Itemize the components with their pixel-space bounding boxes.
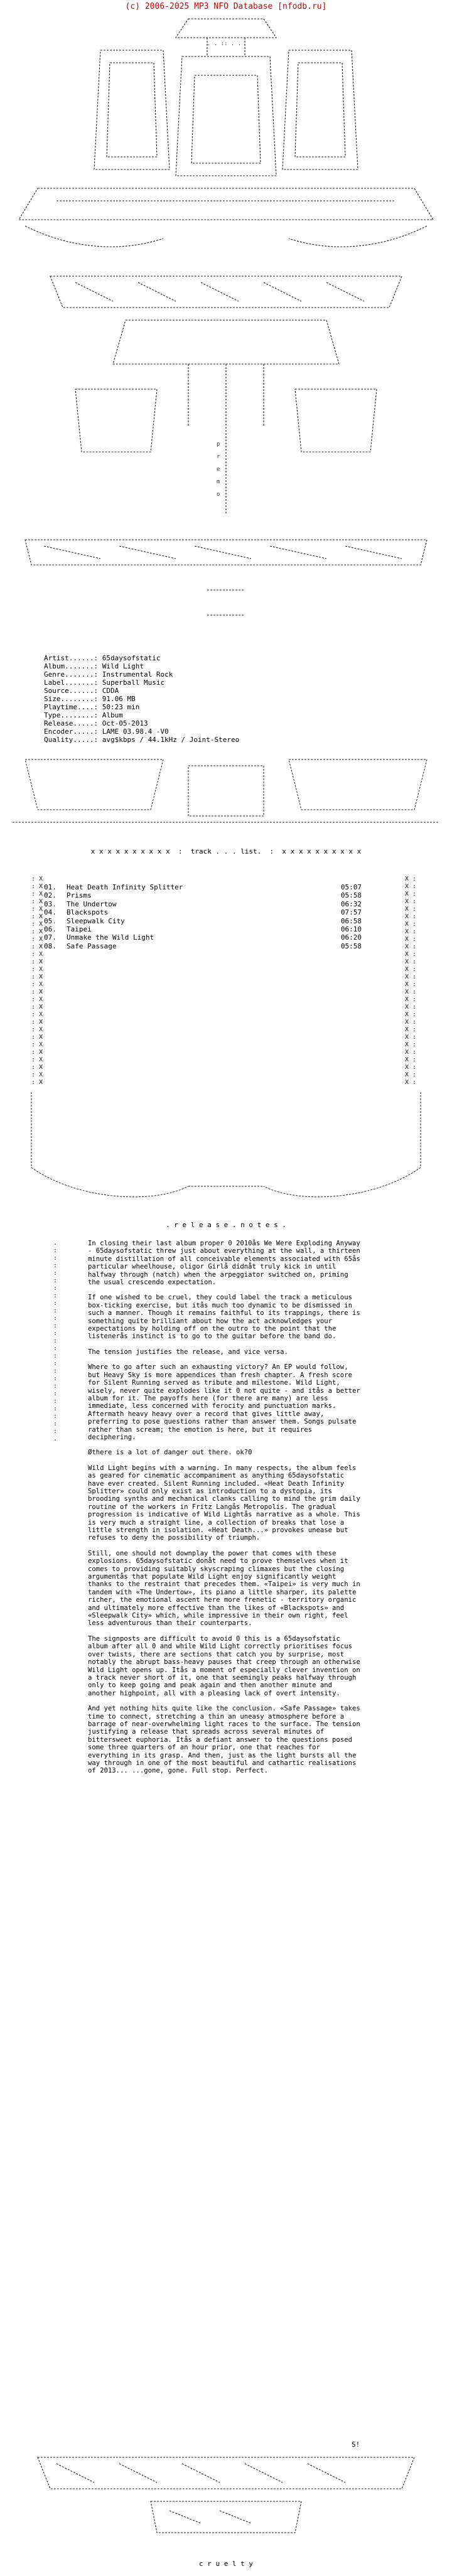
track-row: 02. Prisms 05:58 xyxy=(44,891,362,900)
info-row-album: Album.......: Wild Light xyxy=(44,662,144,670)
info-row-genre: Genre.......: Instrumental Rock xyxy=(44,670,173,679)
footer-mark: S! xyxy=(352,2440,360,2449)
notes-paragraph: Still, one should not downplay the power that comes with these explosions. 65daysofstatic donåt need to prove themselves when it comes to providing suitably skyscraping climaxes but the closing argumentås that populate Wild Light enjoy significantly weight thanks to the restraint that precedes them. «Taipei» is very much in tandem with «The Undertow», its piano a little sharper, its palette richer, the emotional ascent here more frenetic - territory organic and ultimately more effective than the likes of «Blackspots» and «Sleepwalk City» which, while impressive in their own right, feel less adventurous than their counterparts. xyxy=(88,1549,360,1628)
tracklist-header: x x x x x x x x x x : track . . . list. : x x x x x x x x x x xyxy=(90,847,362,856)
svg-text:m: m xyxy=(217,479,220,485)
notes-paragraph: The tension justifies the release, and vice versa. xyxy=(88,1348,288,1356)
ascii-art-logo xyxy=(0,13,452,647)
svg-text:p: p xyxy=(217,441,220,448)
notes-paragraph: Øthere is a lot of danger out there. ok?0 xyxy=(88,1449,252,1457)
track-row: 06. Taipei 06:10 xyxy=(44,925,362,933)
footer-tagline: c r u e l t y xyxy=(198,2560,254,2568)
info-row-label: Label.......: Superball Music xyxy=(44,679,165,687)
release-info xyxy=(44,654,239,744)
svg-text:e: e xyxy=(217,466,220,473)
track-list xyxy=(44,883,408,950)
info-row-playtime: Playtime....: 50:23 min xyxy=(44,703,140,711)
tracklist-border-right: X : X : X : X : X : X : X : X : X : X : X : X : X : X : X : X : X : X : X : X : X : X : X : X : X : X : X : X : xyxy=(405,876,417,1086)
info-row-source: Source......: CDDA xyxy=(44,687,119,695)
ascii-art-arch xyxy=(0,1092,452,1211)
notes-paragraph: If one wished to be cruel, they could label the track a meticulous box-ticking exercise, but itås much too dynamic to be dismissed in such a manner. Though it remains faithful to its trappings, there is something quite brilliant about how the act acknowledges your expectations by holding off on the outro to the point that the listenerås instinct is to go to the guitar before the band do. xyxy=(88,1294,360,1341)
svg-text:r: r xyxy=(217,454,220,460)
ascii-art-divider xyxy=(0,753,452,841)
copyright-header: (c) 2006-2025 MP3 NFO Database [nfodb.ru] xyxy=(125,2,327,11)
tracklist-border-left: : X : X : X : X : X : X : X : X : X : X : X : X : X : X : X : X : X : X : X : X : X : X : X : X : X : X : X : X xyxy=(31,876,43,1086)
ascii-art-footer-logo xyxy=(0,2451,452,2545)
release-notes-title: . r e l e a s e . n o t e s . xyxy=(165,1221,287,1229)
release-notes-body xyxy=(88,1240,364,1783)
info-row-type: Type........: Album xyxy=(44,711,123,719)
notes-border-left: . : : : : : : : : : : : : : : : : : : : : : : : : : . xyxy=(53,1240,58,1442)
notes-paragraph: And yet nothing hits quite like the conclusion. «Safe Passage» takes time to connect, stretching a thin an uneasy atmosphere before a barrage of near-overwhelming light races to the surface. The tension justifying a release that spreads across several minutes of bittersweet euphoria. Itås a defiant answer to the questions posed some three quarters of an hour prior, one that reaches for everything in its grasp. And then, just as the light bursts all the way through in one of the most beautiful and cathartic realisations of 2013... ...gone, gone. Full stop. Perfect. xyxy=(88,1705,360,1775)
track-row: 03. The Undertow 06:32 xyxy=(44,899,362,908)
track-row: 05. Sleepwalk City 06:58 xyxy=(44,916,362,925)
notes-paragraph: In closing their last album proper 0 2010ås We Were Exploding Anyway - 65daysofstatic threw just about everything at the wall, a thirteen minute distillation of all conceivable elements associated with 65ås particular wheelhouse, oligor Girlå didnåt truly kick in until halfway through (natch) when the arpeggiator switched on, priming the usual crescendo expectation. xyxy=(88,1240,360,1287)
track-row: 07. Unmake the Wild Light 06:20 xyxy=(44,933,362,942)
info-row-artist: Artist......: 65daysofstatic xyxy=(44,654,161,662)
info-row-encoder: Encoder.....: LAME 03.98.4 -V0 xyxy=(44,727,169,736)
info-row-size: Size........: 91.06 MB xyxy=(44,695,136,703)
notes-paragraph: Wild Light begins with a warning. In many respects, the album feels as geared for cinematic accompaniment as anything 65daysofstatic have ever created. Silent Running included. «Heat Death Infinity Splitter» could only exist as introduction to a dystopia, its brooding synths and mechanical clanks calling to mind the grim daily routine of the workers in Fritz Langås Metropolis. The gradual progression is indicative of Wild Lightås narrative as a whole. This is very much a straight line, a collection of breaks that lose a little strength in isolation. «Heat Death...» provokes unease but refuses to deny the possibility of triumph. xyxy=(88,1464,360,1542)
track-row: 01. Heat Death Infinity Splitter 05:07 xyxy=(44,883,362,891)
tracklist-title: track . . . list. xyxy=(190,847,262,856)
svg-text:o: o xyxy=(217,491,220,498)
notes-paragraph: Where to go after such an exhausting victory? An EP would follow, but Heavy Sky is more appendices than fresh chapter. A fresh score for Silent Running served as tribute and milestone. Wild Light, wisely, never quite explodes like it 0 not quite - and itås a better album for it. The payoffs here (for there are many) are less immediate, less concerned with ferocity and punctuation marks. Aftermath heavy heavy over a record that gives little away, preferring to pose questions rather than answer them. Songs pulsate rather than scream; the emotion is here, but it requires deciphering. xyxy=(88,1363,360,1441)
svg-text:. . :: . .: . . :: . . xyxy=(207,41,242,47)
track-row: 08. Safe Passage 05:58 xyxy=(44,942,362,950)
notes-paragraph: The signposts are difficult to avoid 0 this is a 65daysofstatic album after all 0 and while Wild Light correctly prioritises focus over twists, there are sections that catch you by surprise, most notably the abrupt bass-heavy pauses that creep through an otherwise Wild Light opens up. Itås a moment of especially clever invention on a track never short of it, one that seemingly peaks halfway through only to keep going and peak again and then another minute and another highpoint, all with a pleasing lack of overt intensity. xyxy=(88,1634,360,1697)
info-row-release: Release.....: Oct-05-2013 xyxy=(44,719,148,727)
info-row-quality: Quality.....: avg$kbps / 44.1kHz / Joint-Stereo xyxy=(44,736,240,744)
track-row: 04. Blackspots 07:57 xyxy=(44,908,362,917)
